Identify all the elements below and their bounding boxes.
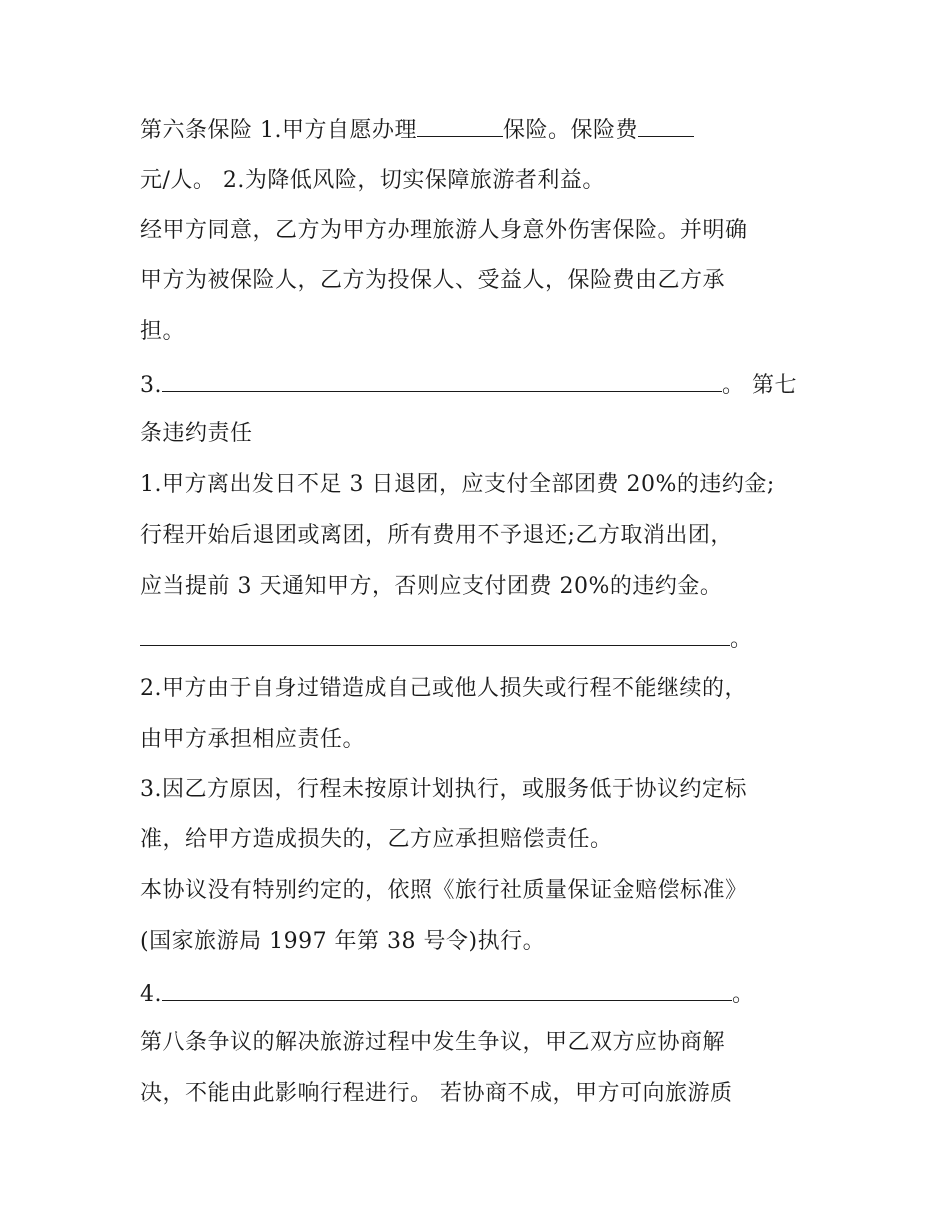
text-line bbox=[140, 876, 748, 906]
text-segment: 第六条保险 1.甲方自愿办理 bbox=[140, 118, 417, 143]
text-segment: 经甲方同意，乙方为甲方办理旅游人身意外伤害保险。并明确 bbox=[140, 218, 748, 243]
text-segment: 2.甲方由于自身过错造成自己或他人损失或行程不能继续的， bbox=[140, 676, 747, 701]
text-line bbox=[140, 166, 605, 196]
text-line bbox=[140, 369, 797, 401]
text-segment: 保险。保险费 bbox=[502, 118, 638, 143]
fill-blank bbox=[417, 114, 503, 137]
text-segment: 行程开始后退团或离团，所有费用不予退还;乙方取消出团， bbox=[140, 523, 733, 548]
text-line bbox=[140, 521, 733, 551]
text-line bbox=[140, 419, 253, 449]
text-line bbox=[140, 114, 694, 146]
text-line bbox=[140, 1028, 725, 1058]
text-segment: 本协议没有特别约定的，依照《旅行社质量保证金赔偿标准》 bbox=[140, 878, 748, 903]
text-segment: 第八条争议的解决旅游过程中发生争议，甲乙双方应协商解 bbox=[140, 1030, 726, 1055]
text-line bbox=[140, 623, 753, 655]
text-segment: (国家旅游局 1997 年第 38 号令)执行。 bbox=[140, 929, 546, 954]
text-line bbox=[140, 825, 613, 855]
text-line bbox=[140, 1079, 733, 1109]
text-segment: 。 bbox=[732, 982, 755, 1007]
text-segment: 决，不能由此影响行程进行。 若协商不成，甲方可向旅游质 bbox=[140, 1081, 733, 1106]
text-line bbox=[140, 775, 747, 805]
text-line bbox=[140, 927, 545, 957]
text-line bbox=[140, 725, 365, 755]
text-line bbox=[140, 572, 722, 602]
text-segment: 4. bbox=[140, 982, 162, 1007]
text-line bbox=[140, 674, 747, 704]
text-segment: 甲方为被保险人，乙方为投保人、受益人，保险费由乙方承 bbox=[140, 268, 726, 293]
text-segment: 应当提前 3 天通知甲方，否则应支付团费 20%的违约金。 bbox=[140, 574, 723, 599]
text-segment: 元/人。 2.为降低风险，切实保障旅游者利益。 bbox=[140, 168, 605, 193]
text-segment: 条违约责任 bbox=[140, 421, 253, 446]
text-segment: 准，给甲方造成损失的，乙方应承担赔偿责任。 bbox=[140, 827, 613, 852]
text-line bbox=[140, 216, 748, 246]
text-line bbox=[140, 978, 755, 1010]
text-line bbox=[140, 317, 185, 347]
text-segment: 1.甲方离出发日不足 3 日退团，应支付全部团费 20%的违约金; bbox=[140, 472, 775, 497]
fill-blank bbox=[162, 978, 732, 1001]
fill-blank bbox=[162, 369, 722, 392]
fill-blank bbox=[140, 623, 730, 646]
text-segment: 3. bbox=[140, 373, 162, 398]
text-segment: 。 第七 bbox=[722, 373, 797, 398]
text-segment: 担。 bbox=[140, 319, 186, 344]
text-segment: 3.因乙方原因，行程未按原计划执行，或服务低于协议约定标 bbox=[140, 777, 747, 802]
fill-blank bbox=[638, 114, 694, 137]
text-segment: 由甲方承担相应责任。 bbox=[140, 727, 366, 752]
text-segment: 。 bbox=[730, 627, 753, 652]
text-line bbox=[140, 470, 775, 500]
text-line bbox=[140, 266, 725, 296]
